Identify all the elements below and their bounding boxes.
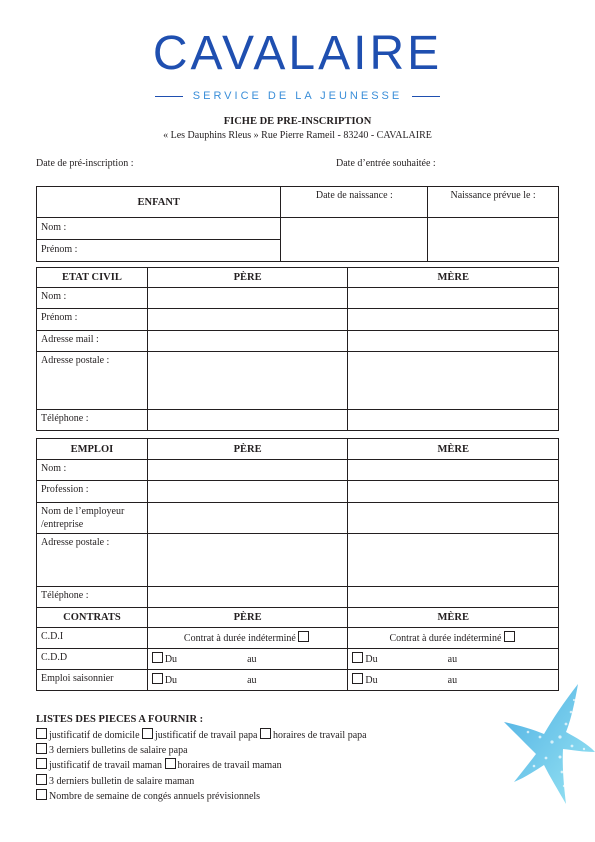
divider-left (155, 96, 183, 97)
list-item (36, 728, 367, 743)
list-item (36, 774, 367, 789)
pere-cdi-checkbox[interactable] (298, 631, 309, 642)
cdi-text: Contrat à durée indéterminé (389, 633, 502, 644)
mere-field[interactable] (348, 331, 559, 352)
pere-field[interactable] (147, 352, 348, 410)
form-title: FICHE DE PRE-INSCRIPTION (223, 116, 372, 127)
preinscription-date-label: Date de pré-inscription : (36, 158, 134, 169)
pere-saison-checkbox[interactable] (152, 673, 163, 684)
cdd-label: C.D.D (37, 649, 148, 670)
pere-field[interactable] (147, 481, 348, 503)
mere-header: MÈRE (348, 439, 559, 460)
prevue-label: Naissance prévue le : (428, 187, 559, 218)
enfant-header: ENFANT (37, 187, 281, 218)
row-label: Adresse mail : (37, 331, 148, 352)
row-label: Adresse postale : (37, 534, 148, 587)
piece-label: justificatif de travail papa (155, 730, 258, 741)
list-item (36, 758, 367, 773)
mere-header: MÈRE (348, 608, 559, 628)
au-label: au (447, 675, 458, 686)
row-label: Profession : (37, 481, 148, 503)
pere-field[interactable] (147, 288, 348, 309)
cdi-label: C.D.I (37, 628, 148, 649)
cdi-text: Contrat à durée indéterminé (183, 633, 296, 644)
pere-field[interactable] (147, 410, 348, 431)
du-label: Du (365, 675, 378, 686)
du-label: Du (164, 654, 178, 665)
enfant-nom-label: Nom : (37, 218, 281, 240)
enfant-table (36, 186, 559, 262)
mere-field[interactable] (348, 460, 559, 481)
piece-checkbox[interactable] (36, 743, 47, 754)
piece-checkbox[interactable] (165, 758, 176, 769)
piece-checkbox[interactable] (36, 728, 47, 739)
row-label: Prénom : (37, 309, 148, 331)
row-label: Téléphone : (37, 410, 148, 431)
piece-label: 3 derniers bulletin de salaire maman (49, 775, 195, 787)
list-item (36, 789, 367, 804)
pere-field[interactable] (147, 587, 348, 608)
du-label: Du (365, 654, 378, 665)
au-label: au (447, 654, 458, 665)
mere-saison-checkbox[interactable] (352, 673, 363, 684)
au-label: au (247, 675, 257, 686)
mere-field[interactable] (348, 534, 559, 587)
pere-cdd-checkbox[interactable] (152, 652, 163, 663)
au-label: au (247, 654, 257, 665)
mere-field[interactable] (348, 288, 559, 309)
pere-field[interactable] (147, 503, 348, 534)
entree-date-label: Date d’entrée souhaitée : (336, 158, 436, 169)
mere-field[interactable] (348, 587, 559, 608)
piece-checkbox[interactable] (142, 728, 153, 739)
piece-checkbox[interactable] (36, 758, 47, 769)
etat-civil-header: ETAT CIVIL (37, 268, 148, 288)
mere-field[interactable] (348, 481, 559, 503)
saison-label: Emploi saisonnier (37, 670, 148, 691)
pere-field[interactable] (147, 331, 348, 352)
piece-checkbox[interactable] (36, 789, 47, 800)
pere-field[interactable] (147, 460, 348, 481)
piece-label: Nombre de semaine de congés annuels prévisionnels (49, 790, 261, 802)
mere-field[interactable] (348, 503, 559, 534)
address: « Les Dauphins Rleus » Rue Pierre Rameil - 83240 - CAVALAIRE (163, 130, 432, 141)
piece-label: horaires de travail maman (177, 760, 282, 772)
mere-cdd-checkbox[interactable] (352, 652, 363, 663)
mere-field[interactable] (348, 410, 559, 431)
piece-label: justificatif de travail maman (49, 760, 163, 772)
row-label: Téléphone : (37, 587, 148, 608)
pieces-list (36, 712, 367, 804)
pere-field[interactable] (147, 309, 348, 331)
mere-cdi-checkbox[interactable] (504, 631, 515, 642)
service-label: SERVICE DE LA JEUNESSE (192, 90, 403, 102)
row-label: Adresse postale : (37, 352, 148, 410)
dob-field[interactable] (281, 218, 428, 262)
piece-label: 3 derniers bulletins de salaire papa (49, 745, 188, 757)
piece-label: justificatif de domicile (49, 730, 140, 741)
mere-field[interactable] (348, 309, 559, 331)
row-label: Nom : (37, 288, 148, 309)
enfant-prenom-label: Prénom : (37, 240, 281, 262)
piece-label: horaires de travail papa (273, 730, 367, 741)
divider-right (412, 96, 440, 97)
piece-checkbox[interactable] (260, 728, 271, 739)
piece-checkbox[interactable] (36, 774, 47, 785)
du-label: Du (164, 675, 178, 686)
pere-header: PÈRE (147, 268, 348, 288)
service-subtitle (0, 90, 595, 102)
row-label: Nom : (37, 460, 148, 481)
prevue-field[interactable] (428, 218, 559, 262)
contrats-header: CONTRATS (37, 608, 148, 628)
mere-header: MÈRE (348, 268, 559, 288)
pieces-title: LISTES DES PIECES A FOURNIR : (36, 714, 204, 725)
row-label: Nom de l’employeur /entreprise (37, 503, 148, 534)
pere-header: PÈRE (147, 608, 348, 628)
etat-civil-table (36, 267, 559, 431)
dob-label: Date de naissance : (281, 187, 428, 218)
emploi-header: EMPLOI (37, 439, 148, 460)
mere-field[interactable] (348, 352, 559, 410)
logo-title: CAVALAIRE (152, 27, 443, 80)
emploi-table (36, 438, 559, 691)
pere-field[interactable] (147, 534, 348, 587)
pere-header: PÈRE (147, 439, 348, 460)
starfish-icon (500, 682, 595, 812)
list-item (36, 743, 367, 758)
